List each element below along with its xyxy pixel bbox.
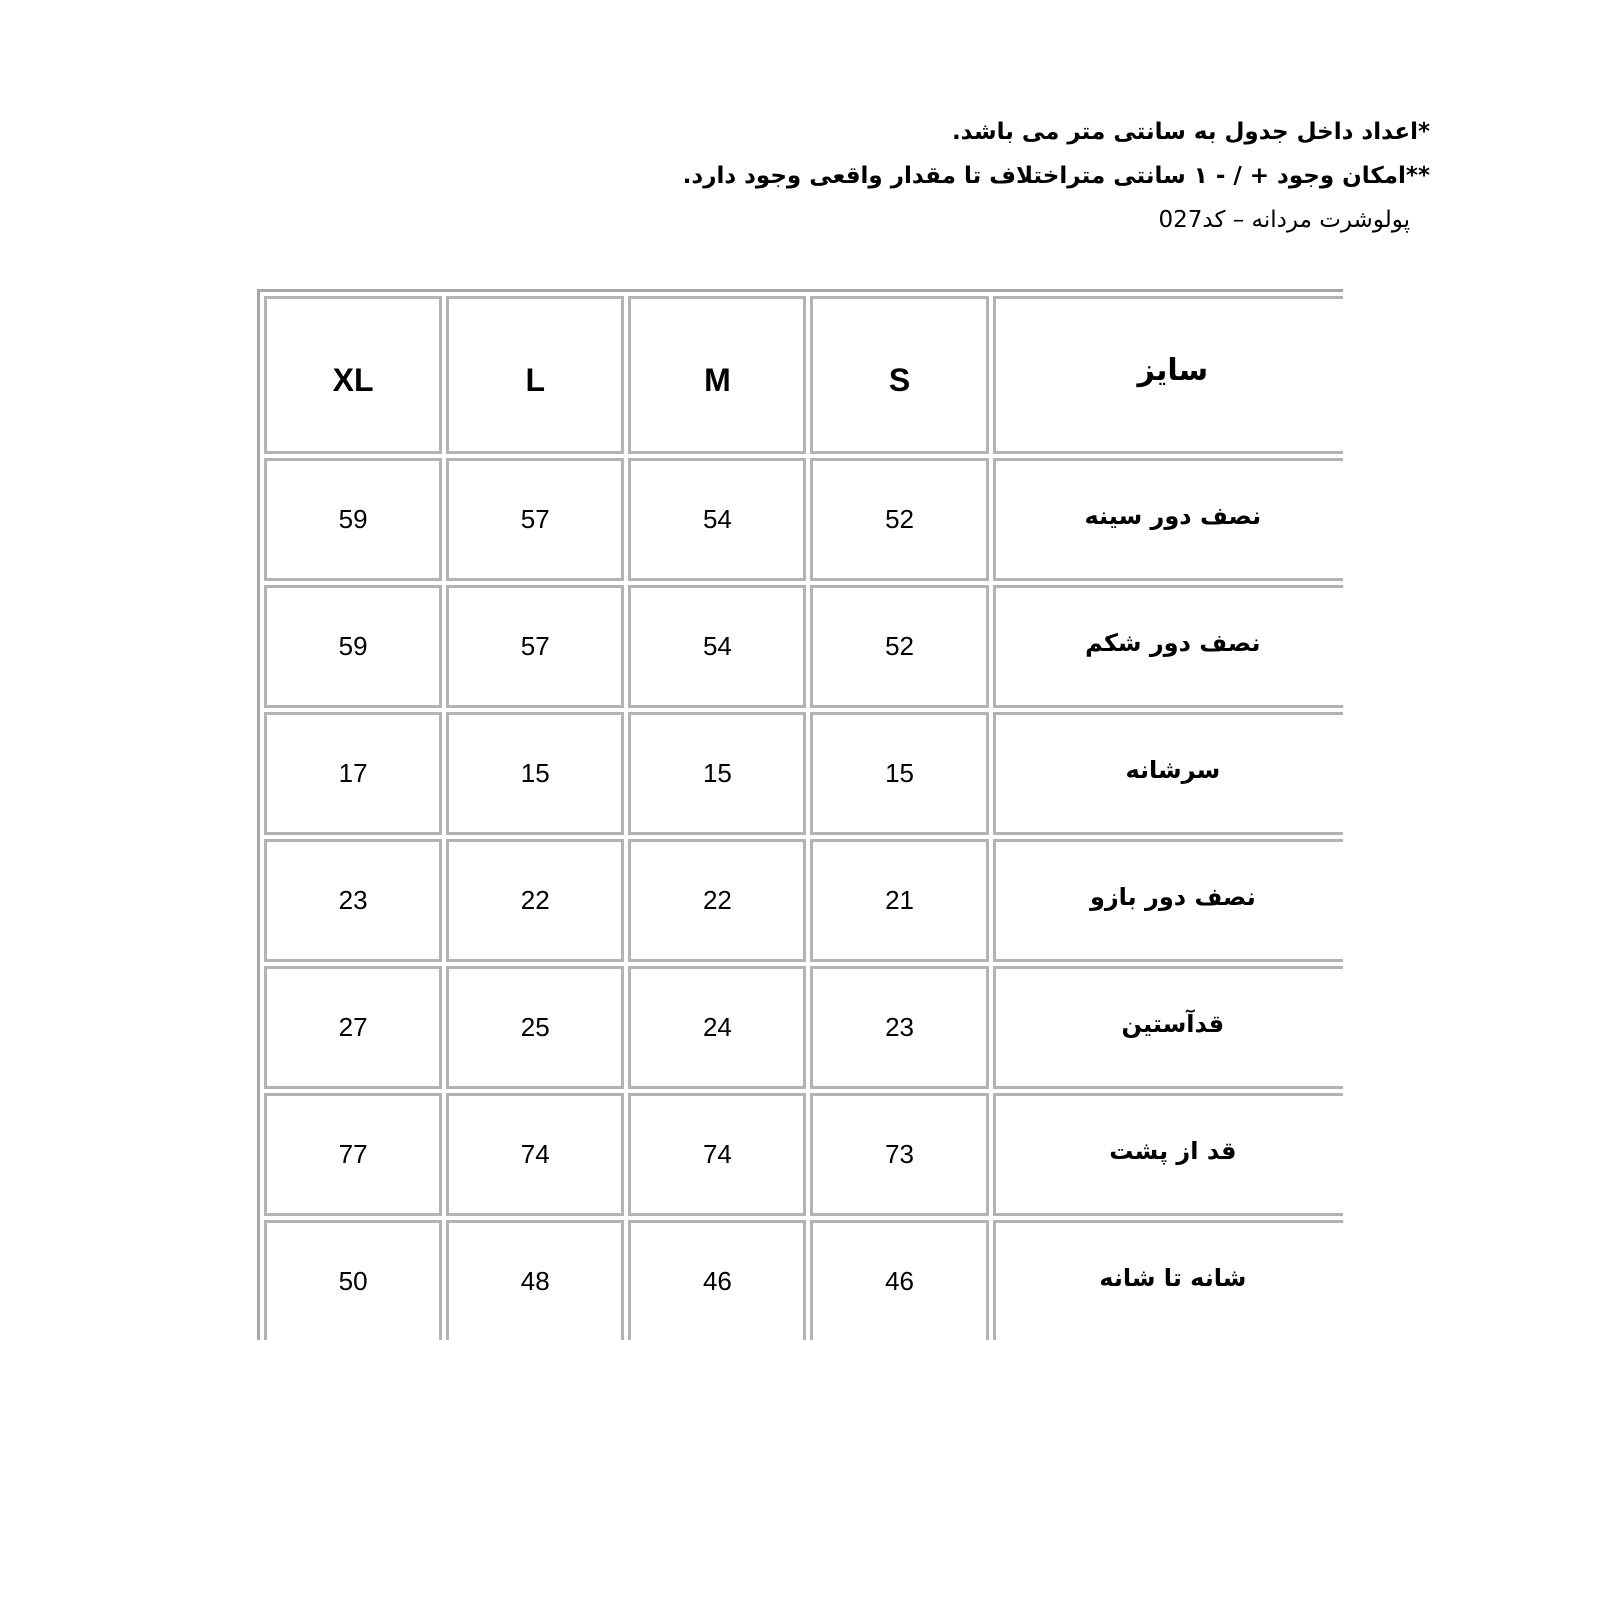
value-cell (264, 585, 442, 708)
table-row (264, 966, 1343, 1089)
cell-value: 57 (520, 631, 550, 661)
cell-value: 24 (702, 1012, 732, 1042)
table-row (264, 585, 1343, 708)
note-units: *اعداد داخل جدول به سانتی متر می باشد. (951, 119, 1430, 145)
value-cell (810, 1093, 988, 1216)
cell-value: 27 (338, 1012, 368, 1042)
cell-value: 17 (338, 758, 368, 788)
cell-value: 59 (338, 504, 368, 534)
value-cell (446, 458, 624, 581)
value-cell (446, 839, 624, 962)
header-size-cell (628, 296, 806, 454)
value-cell (446, 1220, 624, 1340)
value-cell (446, 966, 624, 1089)
table-row (264, 839, 1343, 962)
cell-value: 46 (702, 1266, 732, 1296)
cell-value: 15 (520, 758, 550, 788)
cell-value: 48 (520, 1266, 550, 1296)
product-title: پولوشرت مردانه – کد027 (1158, 207, 1410, 233)
value-cell (446, 712, 624, 835)
value-cell (446, 585, 624, 708)
cell-value: 50 (338, 1266, 368, 1296)
cell-value: 74 (520, 1139, 550, 1169)
row-label: قد از پشت (1109, 1137, 1237, 1165)
row-label: نصف دور بازو (1089, 883, 1256, 911)
value-cell (810, 966, 988, 1089)
value-cell (628, 966, 806, 1089)
cell-value: 57 (520, 504, 550, 534)
header-size-l: L (525, 361, 546, 398)
row-label-cell (993, 712, 1343, 835)
value-cell (446, 1093, 624, 1216)
row-label-cell (993, 1093, 1343, 1216)
cell-value: 54 (702, 504, 732, 534)
cell-value: 23 (885, 1012, 915, 1042)
value-cell (264, 839, 442, 962)
cell-value: 22 (702, 885, 732, 915)
cell-value: 52 (885, 631, 915, 661)
table-row (264, 712, 1343, 835)
table-row (264, 458, 1343, 581)
cell-value: 74 (702, 1139, 732, 1169)
cell-value: 21 (885, 885, 915, 915)
cell-value: 77 (338, 1139, 368, 1169)
value-cell (810, 712, 988, 835)
header-size-cell (810, 296, 988, 454)
row-label: شانه تا شانه (1099, 1264, 1247, 1292)
value-cell (264, 966, 442, 1089)
row-label: سرشانه (1125, 756, 1221, 784)
notes-block (530, 110, 1430, 242)
value-cell (264, 712, 442, 835)
row-label: قدآستین (1121, 1010, 1225, 1038)
value-cell (628, 712, 806, 835)
value-cell (810, 1220, 988, 1340)
cell-value: 54 (702, 631, 732, 661)
row-label-cell (993, 1220, 1343, 1340)
value-cell (628, 1093, 806, 1216)
size-table (257, 289, 1343, 1340)
row-label-cell (993, 839, 1343, 962)
header-size-xl: XL (332, 361, 374, 398)
cell-value: 22 (520, 885, 550, 915)
header-size-s: S (888, 361, 911, 398)
row-label-cell (993, 966, 1343, 1089)
cell-value: 15 (702, 758, 732, 788)
cell-value: 52 (885, 504, 915, 534)
value-cell (628, 458, 806, 581)
header-size-cell (264, 296, 442, 454)
cell-value: 59 (338, 631, 368, 661)
row-label-cell (993, 585, 1343, 708)
value-cell (628, 585, 806, 708)
row-label: نصف دور شکم (1085, 629, 1261, 657)
table-header-row (264, 296, 1343, 454)
cell-value: 73 (885, 1139, 915, 1169)
header-label-cell (993, 296, 1343, 454)
cell-value: 25 (520, 1012, 550, 1042)
cell-value: 15 (885, 758, 915, 788)
row-label: نصف دور سینه (1084, 502, 1262, 530)
row-label-cell (993, 458, 1343, 581)
value-cell (264, 1220, 442, 1340)
value-cell (264, 1093, 442, 1216)
value-cell (628, 839, 806, 962)
value-cell (810, 585, 988, 708)
header-size-cell (446, 296, 624, 454)
note-tolerance: **امکان وجود + / - ۱ سانتی متراختلاف تا مقدار واقعی وجود دارد. (682, 163, 1430, 189)
table-row (264, 1093, 1343, 1216)
header-label: سایز (1137, 352, 1209, 388)
value-cell (264, 458, 442, 581)
cell-value: 23 (338, 885, 368, 915)
value-cell (628, 1220, 806, 1340)
size-table-container (257, 289, 1343, 1340)
header-size-m: M (704, 361, 731, 398)
value-cell (810, 458, 988, 581)
cell-value: 46 (885, 1266, 915, 1296)
table-row (264, 1220, 1343, 1340)
value-cell (810, 839, 988, 962)
